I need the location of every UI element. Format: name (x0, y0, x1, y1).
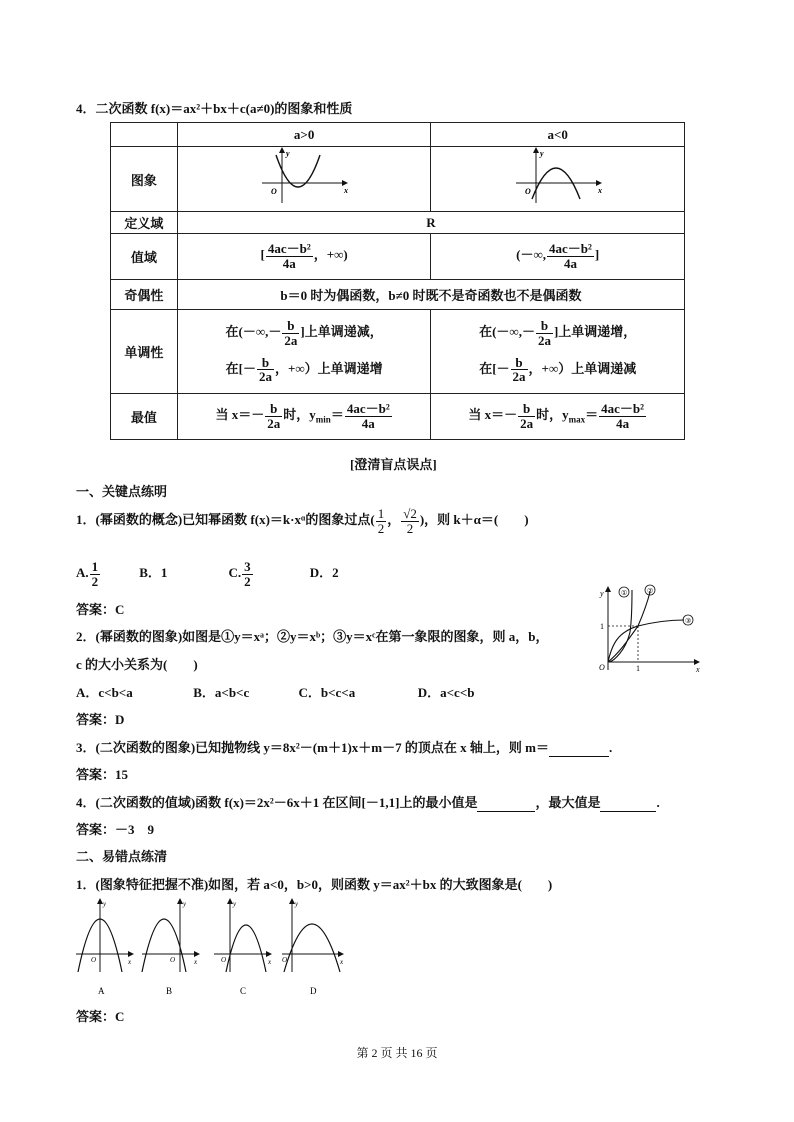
svg-text:O: O (221, 956, 227, 964)
graph-option-d[interactable] (282, 898, 344, 996)
question-2-line-1: 2．(幂函数的图象)如图是①y＝xᵃ；②y＝xᵇ；③y＝xᶜ在第一象限的图象，则 a，b， (76, 629, 549, 644)
origin-label: O (271, 187, 277, 196)
mono-a-positive: 在(－∞,－ $\frac{b}{2a}$ ]上单调递减， 在[－ $\frac{b}{2a}$ ，+∞）上单调递增 (177, 310, 431, 394)
answer-blank[interactable] (549, 740, 609, 757)
label-d: D (310, 986, 317, 996)
question-2-line-2: c 的大小关系为( ) (76, 657, 198, 672)
axis-y-label: y (600, 589, 604, 598)
range-bracket: ] (594, 247, 600, 263)
graph-a-positive (177, 147, 431, 212)
label-a: A (98, 986, 105, 996)
range-fraction: $\frac{\text{4ac－b²}}{4a}$ (267, 241, 311, 271)
axis-x-label: x (344, 186, 349, 195)
extreme-a-positive: 当 x＝－ $\frac{b}{2a}$ 时，$y_{min}=$ $\frac{\text{4ac－b²}}{4a}$ (177, 394, 431, 440)
mono-a-negative: 在(－∞,－ $\frac{b}{2a}$ ]上单调递增， 在[－ $\frac{b}{2a}$ ，+∞）上单调递减 (431, 310, 685, 394)
row-label-range: 值域 (111, 234, 178, 280)
option-b[interactable]: B．1 (139, 565, 168, 581)
question-1-options (76, 560, 339, 588)
axis-x-label: x (696, 665, 700, 672)
option-a[interactable]: A. $\frac{1}{2}$ (76, 559, 99, 589)
page-footer: 第 2 页 共 16 页 (356, 1046, 438, 1060)
graph-option-c[interactable] (214, 898, 272, 996)
range-fraction: $\frac{\text{4ac－b²}}{4a}$ (549, 241, 592, 271)
axis-x-label: x (597, 186, 602, 195)
svg-text:O: O (282, 956, 288, 964)
question-5: 1．(图象特征把握不准)如图，若 a<0，b>0，则函数 y＝ax²＋bx 的大致图象是( ) (76, 877, 553, 892)
label-b: B (166, 986, 173, 996)
svg-text:y: y (183, 900, 187, 908)
curve-2-label: ② (647, 587, 654, 595)
origin-label: O (599, 663, 605, 672)
svg-text:O: O (170, 956, 176, 964)
part1-heading: 一、关键点练明 (76, 484, 168, 499)
range-a-negative (431, 234, 685, 280)
option-d[interactable]: D．a<c<b (417, 685, 475, 700)
tick-x-one: 1 (636, 664, 640, 672)
svg-text:x: x (128, 958, 132, 966)
parity-value: b＝0 时为偶函数，b≠0 时既不是奇函数也不是偶函数 (177, 280, 684, 310)
answer-4: 答案：－3 9 (76, 822, 155, 837)
graph-option-b[interactable] (142, 898, 200, 996)
answer-5: 答案：C (76, 1009, 125, 1024)
graph-a-negative (431, 147, 685, 212)
svg-text:y: y (295, 900, 299, 908)
svg-text:x: x (194, 958, 198, 966)
answer-2: 答案：D (76, 712, 125, 727)
range-head: (－∞, (516, 247, 546, 263)
axis-y-label: y (286, 149, 290, 158)
range-a-positive (177, 234, 431, 280)
option-a[interactable]: A．c<b<a (76, 685, 133, 700)
question-1: 1．(幂函数的概念)已知幂函数 f(x)＝k·xᵅ的图象过点( $\frac{1}{2}$ ， $\frac{√2}{2}$ )，则 k＋α＝( ) (76, 506, 529, 536)
svg-text:x: x (268, 958, 272, 966)
domain-value: R (177, 212, 684, 234)
curve-1-label: ① (621, 589, 628, 597)
curve-3-label: ③ (685, 617, 692, 625)
answer-blank-min[interactable] (477, 795, 535, 812)
origin-label: O (524, 187, 531, 196)
row-label-domain: 定义域 (111, 212, 178, 234)
option-c[interactable]: C．b<c<a (298, 685, 356, 700)
row-label-parity: 奇偶性 (111, 280, 178, 310)
svg-text:x: x (340, 958, 344, 966)
row-label-graph: 图象 (111, 147, 178, 212)
question-2-options (76, 682, 474, 701)
quadratic-properties-table (110, 122, 685, 440)
upward-parabola-graph (254, 147, 354, 207)
tick-y-one: 1 (600, 622, 604, 631)
part2-heading: 二、易错点练清 (76, 849, 168, 864)
svg-text:y: y (103, 900, 107, 908)
option-c[interactable]: C. $\frac{3}{2}$ (228, 559, 251, 589)
power-function-graph (592, 582, 704, 672)
answer-3: 答案：15 (76, 767, 129, 782)
row-label-monotonicity: 单调性 (111, 310, 178, 394)
question-4: 4．(二次函数的值域)函数 f(x)＝2x²－6x＋1 在区间[－1,1]上的最小值是 ，最大值是 . (76, 795, 660, 810)
table-corner (111, 123, 178, 147)
question-3: 3．(二次函数的图象)已知抛物线 y＝8x²－(m＋1)x＋m－7 的顶点在 x 轴上，则 m＝ . (76, 740, 613, 755)
range-tail: ，+∞) (313, 247, 348, 263)
option-graphs (72, 896, 358, 1000)
answer-blank-max[interactable] (600, 795, 656, 812)
option-b[interactable]: B．a<b<c (193, 685, 250, 700)
label-c: C (240, 986, 247, 996)
graph-option-a[interactable] (76, 898, 134, 996)
section-title: 4．二次函数 f(x)＝ax²＋bx＋c(a≠0)的图象和性质 (76, 101, 353, 116)
extreme-a-negative: 当 x＝－ $\frac{b}{2a}$ 时，$y_{max}=$ $\frac{\text{4ac－b²}}{4a}$ (431, 394, 685, 440)
row-label-extreme: 最值 (111, 394, 178, 440)
answer-1: 答案：C (76, 602, 125, 617)
svg-text:y: y (233, 900, 237, 908)
clarify-heading: [澄清盲点误点] (350, 457, 437, 472)
svg-text:O: O (91, 956, 97, 964)
header-a-positive: a>0 (177, 123, 431, 147)
range-bracket: [ (260, 247, 265, 263)
downward-parabola-graph (508, 147, 608, 207)
option-d[interactable]: D．2 (309, 565, 339, 581)
header-a-negative: a<0 (431, 123, 685, 147)
axis-y-label: y (539, 149, 544, 158)
